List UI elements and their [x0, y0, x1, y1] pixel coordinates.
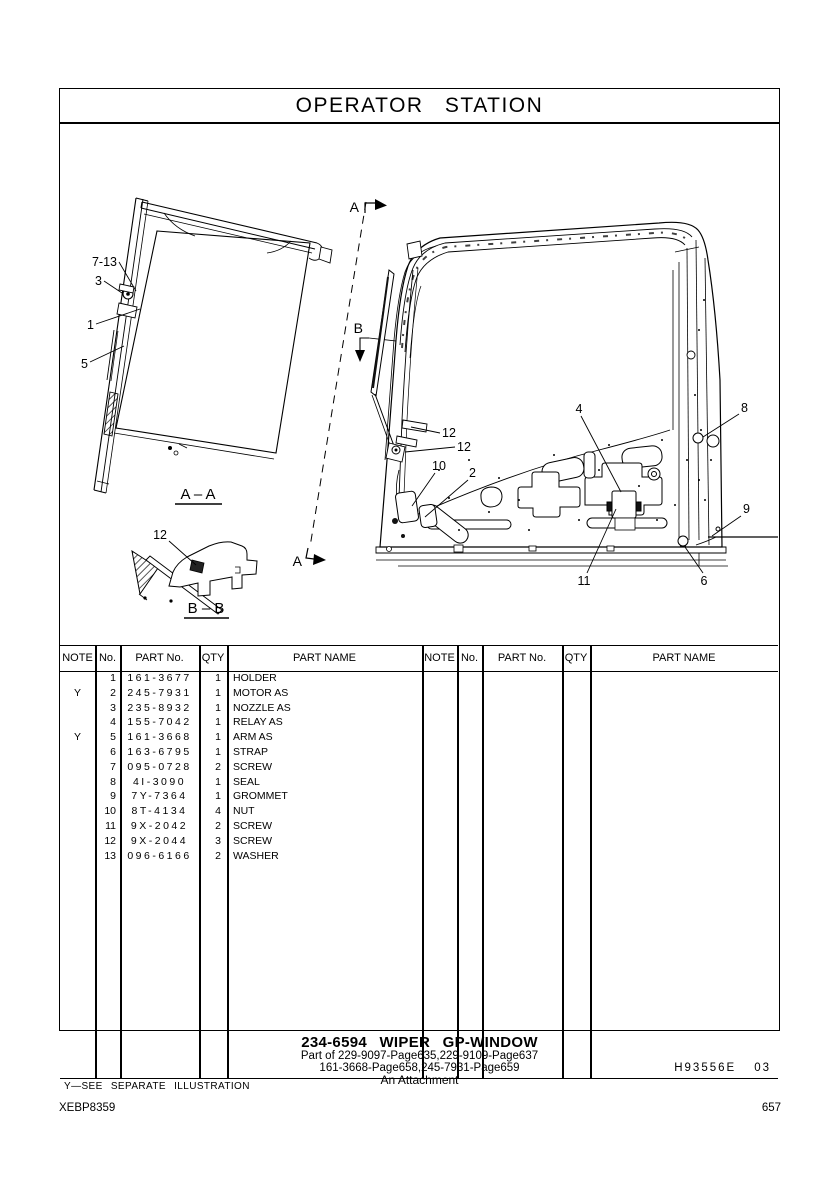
callout-9: 9: [743, 502, 750, 516]
table-row: [60, 834, 778, 849]
table-row: [60, 730, 778, 745]
table-header-cell: QTY: [201, 652, 225, 664]
table-cell-qty: 3: [215, 834, 221, 847]
table-cell-name: NUT: [233, 805, 255, 818]
table-cell-note: [60, 834, 95, 849]
page-title: OPERATOR STATION: [295, 94, 544, 117]
table-cell-qty: 1: [215, 775, 221, 788]
section-b-left-label: B: [353, 320, 363, 336]
section-a-top-label: A: [349, 199, 359, 215]
doc-code: XEBP8359: [59, 1102, 116, 1114]
table-cell-part-no: 155-7042: [127, 716, 192, 729]
parts-table: [60, 645, 778, 1079]
table-cell-part-no: 8T-4134: [131, 805, 188, 818]
table-header-cell: NOTE: [424, 652, 455, 664]
table-row: [60, 789, 778, 804]
table-cell-part-no: 161-3668: [127, 731, 192, 744]
table-row: [60, 760, 778, 775]
table-cell-qty: 1: [215, 716, 221, 729]
table-cell-no: 3: [110, 701, 116, 714]
table-header-cell: No.: [98, 652, 117, 664]
table-cell-note: [60, 745, 95, 760]
table-row: [60, 686, 778, 701]
page-number: 657: [761, 1102, 781, 1114]
table-cell-name: HOLDER: [233, 672, 277, 684]
callout-bb-12: 12: [153, 528, 167, 542]
table-cell-name: SCREW: [233, 834, 273, 847]
section-label-b-b: B – B: [187, 600, 225, 617]
callout-5: 5: [81, 357, 88, 371]
callout-10: 10: [432, 459, 446, 473]
table-cell-name: STRAP: [233, 746, 269, 758]
table-cell-qty: 1: [215, 686, 221, 699]
table-header-cell: PART NAME: [293, 652, 356, 664]
caption-block: [59, 1034, 780, 1086]
table-cell-note: [60, 849, 95, 864]
table-cell-no: 1: [110, 672, 116, 684]
table-cell-part-no: 163-6795: [127, 746, 192, 758]
table-cell-part-no: 235-8932: [127, 701, 192, 714]
table-cell-no: 12: [104, 834, 116, 847]
table-cell-qty: 4: [215, 805, 221, 818]
table-header-cell: QTY: [564, 652, 588, 664]
table-cell-name: SEAL: [233, 775, 260, 788]
callout-4: 4: [575, 402, 583, 416]
footnote: Y—SEE SEPARATE ILLUSTRATION: [64, 1081, 250, 1092]
table-header-cell: PART No.: [135, 652, 184, 664]
table-cell-name: SCREW: [233, 820, 273, 832]
callout-8: 8: [741, 401, 748, 415]
table-header-cell: No.: [460, 652, 479, 664]
table-cell-name: WASHER: [233, 849, 279, 862]
table-row: [60, 745, 778, 760]
table-row: [60, 804, 778, 819]
table-header-cell: PART NAME: [652, 652, 716, 664]
callout-1: 1: [87, 318, 94, 332]
table-row: [60, 849, 778, 864]
table-cell-part-no: 9X-2042: [130, 820, 189, 832]
table-cell-qty: 1: [215, 790, 221, 803]
section-label-a-a: A – A: [180, 486, 216, 503]
table-cell-part-no: 245-7931: [127, 686, 192, 699]
table-cell-note: Y: [73, 686, 81, 699]
callout-6: 6: [700, 574, 708, 588]
table-cell-part-no: 4I-3090: [132, 775, 187, 788]
table-cell-name: GROMMET: [233, 790, 288, 803]
table-cell-qty: 1: [215, 701, 221, 714]
table-cell-no: 5: [110, 731, 116, 744]
table-cell-no: 8: [110, 775, 116, 788]
table-cell-note: [60, 775, 95, 790]
table-header-cell: PART No.: [497, 652, 547, 664]
table-cell-name: SCREW: [233, 760, 273, 773]
table-cell-part-no: 095-0728: [127, 760, 192, 773]
table-cell-qty: 2: [215, 820, 221, 832]
table-cell-name: MOTOR AS: [233, 686, 289, 699]
table-row: [60, 701, 778, 716]
table-cell-part-no: 096-6166: [127, 849, 192, 862]
table-cell-qty: 1: [215, 672, 221, 684]
callout-12b: 12: [457, 440, 471, 454]
wiper-diagram: [60, 122, 778, 646]
callout-7-13: 7-13: [91, 255, 117, 269]
table-cell-no: 7: [110, 760, 116, 773]
callout-2: 2: [469, 466, 476, 480]
table-cell-no: 6: [110, 746, 116, 758]
table-cell-qty: 1: [215, 731, 221, 744]
table-cell-name: ARM AS: [233, 731, 273, 744]
table-cell-note: [60, 715, 95, 730]
table-cell-note: [60, 760, 95, 775]
table-cell-note: [60, 701, 95, 716]
callout-11: 11: [577, 574, 591, 588]
table-row: [60, 671, 778, 686]
table-cell-part-no: 7Y-7364: [131, 790, 188, 803]
table-cell-note: [60, 789, 95, 804]
table-body: [60, 646, 778, 1078]
caption-partof-2: 161-3668-Page658,245-7931-Page659: [319, 1061, 520, 1074]
table-cell-qty: 2: [215, 760, 221, 773]
table-cell-name: NOZZLE AS: [233, 701, 291, 714]
table-row: [60, 819, 778, 834]
table-cell-note: [60, 671, 95, 686]
caption-title: 234-6594 WIPER GP-WINDOW: [301, 1034, 538, 1051]
table-row: [60, 715, 778, 730]
table-header-cell: NOTE: [62, 652, 93, 664]
table-cell-note: [60, 819, 95, 834]
table-cell-part-no: 9X-2044: [130, 834, 189, 847]
table-cell-note: Y: [73, 731, 81, 744]
drawing-revision: 03: [754, 1062, 771, 1074]
table-cell-note: [60, 804, 95, 819]
window-view-a-a: [91, 198, 332, 493]
table-cell-no: 10: [104, 805, 116, 818]
table-cell-part-no: 161-3677: [127, 672, 192, 684]
caption-partof-1: Part of 229-9097-Page635,229-9109-Page637: [300, 1050, 539, 1062]
table-cell-name: RELAY AS: [233, 716, 283, 729]
table-cell-no: 4: [110, 716, 116, 729]
table-cell-no: 9: [110, 790, 116, 803]
drawing-code-value: H93556E: [674, 1062, 737, 1074]
table-cell-no: 13: [104, 849, 116, 862]
callout-3: 3: [95, 274, 102, 288]
caption-attachment: An Attachment: [380, 1073, 459, 1087]
table-cell-no: 11: [105, 820, 116, 832]
section-a-bottom-label: A: [292, 553, 302, 569]
callout-12a: 12: [442, 426, 456, 440]
title-band: [60, 89, 779, 124]
table-cell-qty: 1: [215, 746, 221, 758]
table-cell-qty: 2: [215, 849, 221, 862]
table-cell-no: 2: [110, 686, 116, 699]
table-row: [60, 775, 778, 790]
